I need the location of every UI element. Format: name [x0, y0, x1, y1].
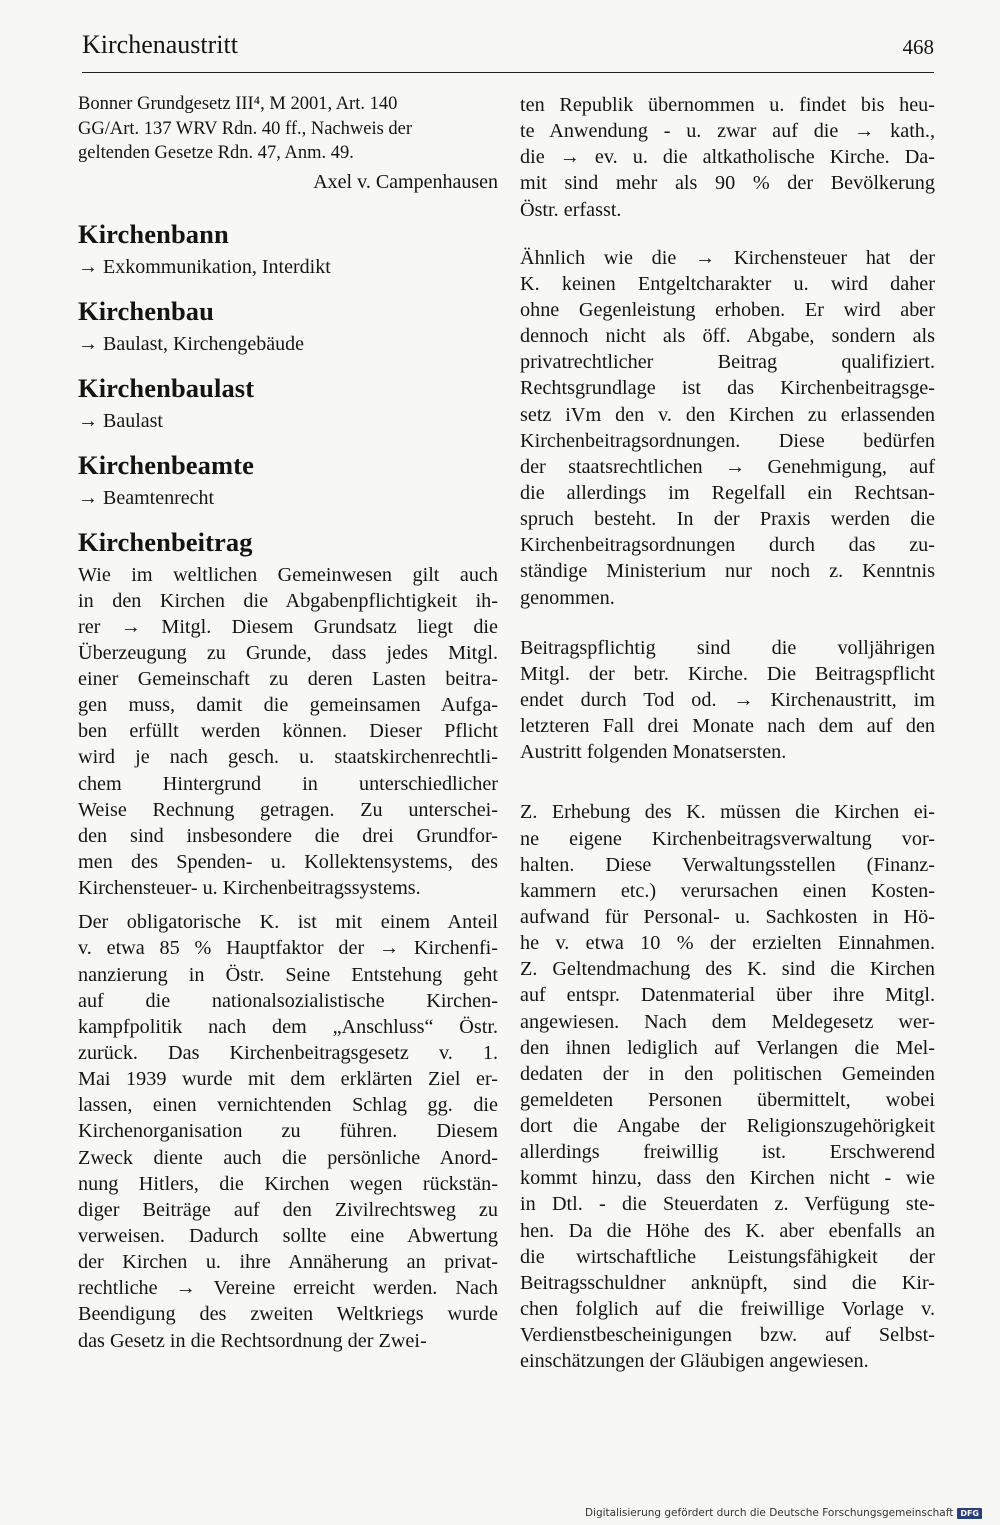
text-line: ohne Gegenleistung erhoben. Er wird aber: [520, 298, 935, 321]
text-line: den sind insbesondere die drei Grundfor-: [78, 824, 498, 847]
text-line: einer Gemeinschaft zu deren Lasten beitra-: [78, 668, 498, 691]
text-line: aufwand für Personal- u. Sachkosten in Hö-: [520, 905, 935, 928]
text-line: v. etwa 85 % Hauptfaktor der → Kirchenfi-: [78, 937, 498, 960]
text-line: Überzeugung zu Grunde, dass jedes Mitgl.: [78, 641, 498, 664]
text-line: setz iVm den v. den Kirchen zu erlassenden: [520, 403, 935, 426]
digitization-credit: [585, 1507, 982, 1519]
text-line: genommen.: [520, 586, 615, 609]
text-line: Beendigung des zweiten Weltkriegs wurde: [78, 1303, 498, 1326]
text-line: die allerdings im Regelfall ein Rechtsan-: [520, 481, 935, 504]
text-line: Wie im weltlichen Gemeinwesen gilt auch: [78, 563, 498, 586]
text-line: dedaten der in den politischen Gemeinden: [520, 1062, 935, 1085]
text-line: dort die Angabe der Religionszugehörigkeit: [520, 1115, 935, 1138]
text-line: das Gesetz in die Rechtsordnung der Zwei-: [78, 1329, 427, 1352]
text-line: nanzierung in Östr. Seine Entstehung geht: [78, 963, 498, 986]
paragraph: [520, 635, 935, 766]
text-line: der staatsrechtlichen → Genehmigung, auf: [520, 455, 935, 478]
text-line: hen. Da die Höhe des K. aber ebenfalls an: [520, 1219, 935, 1242]
text-line: der Kirchen u. ihre Annäherung an privat-: [78, 1251, 498, 1274]
text-line: angewiesen. Nach dem Meldegesetz wer-: [520, 1010, 935, 1033]
entry-heading-kirchenbeitrag: Kirchenbeitrag: [78, 526, 253, 557]
text-line: he v. etwa 10 % der erzielten Einnahmen.: [520, 932, 935, 955]
page-number: 468: [902, 35, 934, 59]
text-line: Austritt folgenden Monatsersten.: [520, 741, 787, 764]
text-line: Kirchenbeitragsordnungen durch das zu-: [520, 534, 935, 557]
text-line: diger Beiträge auf den Zivilrechtsweg zu: [78, 1198, 498, 1221]
text-line: Beitragsschuldner anknüpft, sind die Kir-: [520, 1271, 935, 1294]
text-line: den ihnen lediglich auf Verlangen die Mel-: [520, 1036, 935, 1059]
text-line: Z. Geltendmachung des K. sind die Kirchen: [520, 958, 935, 981]
text-line: privatrechtlicher Beitrag qualifiziert.: [520, 351, 935, 374]
text-line: einschätzungen der Gläubigen angewiesen.: [520, 1350, 869, 1373]
entry-heading-kirchenbann: Kirchenbann: [78, 218, 229, 249]
text-line: Ähnlich wie die → Kirchensteuer hat der: [520, 246, 935, 269]
author-signature: Axel v. Campenhausen: [313, 170, 498, 193]
text-line: gen muss, damit die gemeinsamen Aufga-: [78, 694, 498, 717]
text-line: K. keinen Entgeltcharakter u. wird daher: [520, 272, 935, 295]
text-line: in Dtl. - die Steuerdaten z. Verfügung ste-: [520, 1193, 935, 1216]
text-line: Z. Erhebung des K. müssen die Kirchen ei-: [520, 801, 935, 824]
text-line: dennoch nicht als öff. Abgabe, sondern als: [520, 325, 935, 348]
text-line: rer → Mitgl. Diesem Grundsatz liegt die: [78, 615, 498, 638]
text-line: nung Hitlers, die Kirchen wegen rückstän-: [78, 1172, 498, 1195]
reference-line: Bonner Grundgesetz III⁴, M 2001, Art. 140: [78, 94, 398, 114]
text-line: wird je nach gesch. u. staatskirchenrechtli-: [78, 746, 498, 769]
text-line: kampfpolitik nach dem „Anschluss“ Östr.: [78, 1015, 498, 1038]
text-line: kammern etc.) verursachen einen Kosten-: [520, 879, 935, 902]
text-line: ständige Ministerium nur noch z. Kenntnis: [520, 560, 935, 583]
paragraph: [520, 245, 935, 611]
entry-heading-kirchenbau: Kirchenbau: [78, 295, 214, 326]
text-line: Der obligatorische K. ist mit einem Anteil: [78, 911, 498, 934]
text-line: gemeldeten Personen übermittelt, wobei: [520, 1088, 935, 1111]
text-line: te Anwendung - u. zwar auf die → kath.,: [520, 120, 935, 143]
text-line: Östr. erfasst.: [520, 198, 622, 221]
text-line: Mitgl. der betr. Kirche. Die Beitragspflicht: [520, 662, 935, 685]
entry-heading-kirchenbeamte: Kirchenbeamte: [78, 449, 254, 480]
text-line: Kirchensteuer- u. Kirchenbeitragssystems.: [78, 877, 421, 900]
text-line: ben erfüllt werden können. Dieser Pflicht: [78, 720, 498, 743]
text-line: ten Republik übernommen u. findet bis heu-: [520, 94, 935, 116]
text-line: men des Spenden- u. Kollektensystems, des: [78, 851, 498, 874]
text-line: zurück. Das Kirchenbeitragsgesetz v. 1.: [78, 1042, 498, 1065]
text-line: Kirchenbeitragsordnungen. Diese bedürfen: [520, 429, 935, 452]
text-line: halten. Diese Verwaltungsstellen (Finanz-: [520, 853, 935, 876]
text-line: chen folglich auf die freiwillige Vorlage v.: [520, 1298, 935, 1321]
page-header: [82, 28, 934, 73]
cross-reference[interactable]: → Baulast, Kirchengebäude: [78, 332, 305, 355]
reference-line: GG/Art. 137 WRV Rdn. 40 ff., Nachweis der: [78, 118, 413, 139]
left-column: [78, 92, 498, 1354]
text-line: mit sind mehr als 90 % der Bevölkerung: [520, 172, 935, 195]
text-line: auf entspr. Datenmaterial über ihre Mitgl.: [520, 984, 935, 1007]
text-line: spruch besteht. In der Praxis werden die: [520, 508, 935, 531]
text-line: Zweck diente auch die persönliche Anord-: [78, 1146, 498, 1169]
cross-reference[interactable]: → Baulast: [78, 409, 163, 432]
text-line: die → ev. u. die altkatholische Kirche. Da-: [520, 146, 935, 169]
text-line: letzteren Fall drei Monate nach dem auf den: [520, 715, 935, 738]
dfg-logo: DFG: [957, 1508, 982, 1519]
text-line: auf die nationalsozialistische Kirchen-: [78, 989, 498, 1012]
text-line: Kirchenorganisation zu führen. Diesem: [78, 1120, 498, 1143]
bibliography-reference: [78, 92, 498, 166]
paragraph: [520, 92, 935, 223]
text-line: Rechtsgrundlage ist das Kirchenbeitragsge-: [520, 377, 935, 400]
right-column: [520, 92, 935, 1374]
paragraph: [520, 799, 935, 1374]
text-line: chem Hintergrund in unterschiedlicher: [78, 772, 498, 795]
entry-heading-kirchenbaulast: Kirchenbaulast: [78, 372, 255, 403]
text-line: rechtliche → Vereine erreicht werden. Nach: [78, 1277, 498, 1300]
text-line: endet durch Tod od. → Kirchenaustritt, im: [520, 688, 935, 711]
text-line: Beitragspflichtig sind die volljährigen: [520, 636, 935, 659]
text-line: verweisen. Dadurch sollte eine Abwertung: [78, 1225, 498, 1248]
text-line: Mai 1939 wurde mit dem erklärten Ziel er-: [78, 1068, 498, 1091]
text-line: ne eigene Kirchenbeitragsverwaltung vor-: [520, 827, 935, 850]
text-line: lassen, einen vernichtenden Schlag gg. die: [78, 1094, 498, 1117]
paragraph: [78, 562, 498, 902]
running-title: Kirchenaustritt: [82, 30, 238, 59]
credit-text: Digitalisierung gefördert durch die Deutsche Forschungsgemeinschaft: [584, 1507, 954, 1519]
text-line: allerdings freiwillig ist. Erschwerend: [520, 1141, 935, 1164]
text-line: Verdienstbescheinigungen bzw. auf Selbst-: [520, 1324, 935, 1347]
text-line: kommt hinzu, dass den Kirchen nicht - wie: [520, 1167, 935, 1190]
text-line: Weise Rechnung getragen. Zu unterschei-: [78, 798, 498, 821]
paragraph: [78, 909, 498, 1353]
reference-line: geltenden Gesetze Rdn. 47, Anm. 49.: [78, 143, 354, 163]
cross-reference[interactable]: → Exkommunikation, Interdikt: [78, 255, 331, 278]
cross-reference[interactable]: → Beamtenrecht: [78, 486, 215, 509]
text-line: in den Kirchen die Abgabenpflichtigkeit ih-: [78, 589, 498, 612]
text-line: die wirtschaftliche Leistungsfähigkeit der: [520, 1245, 935, 1268]
